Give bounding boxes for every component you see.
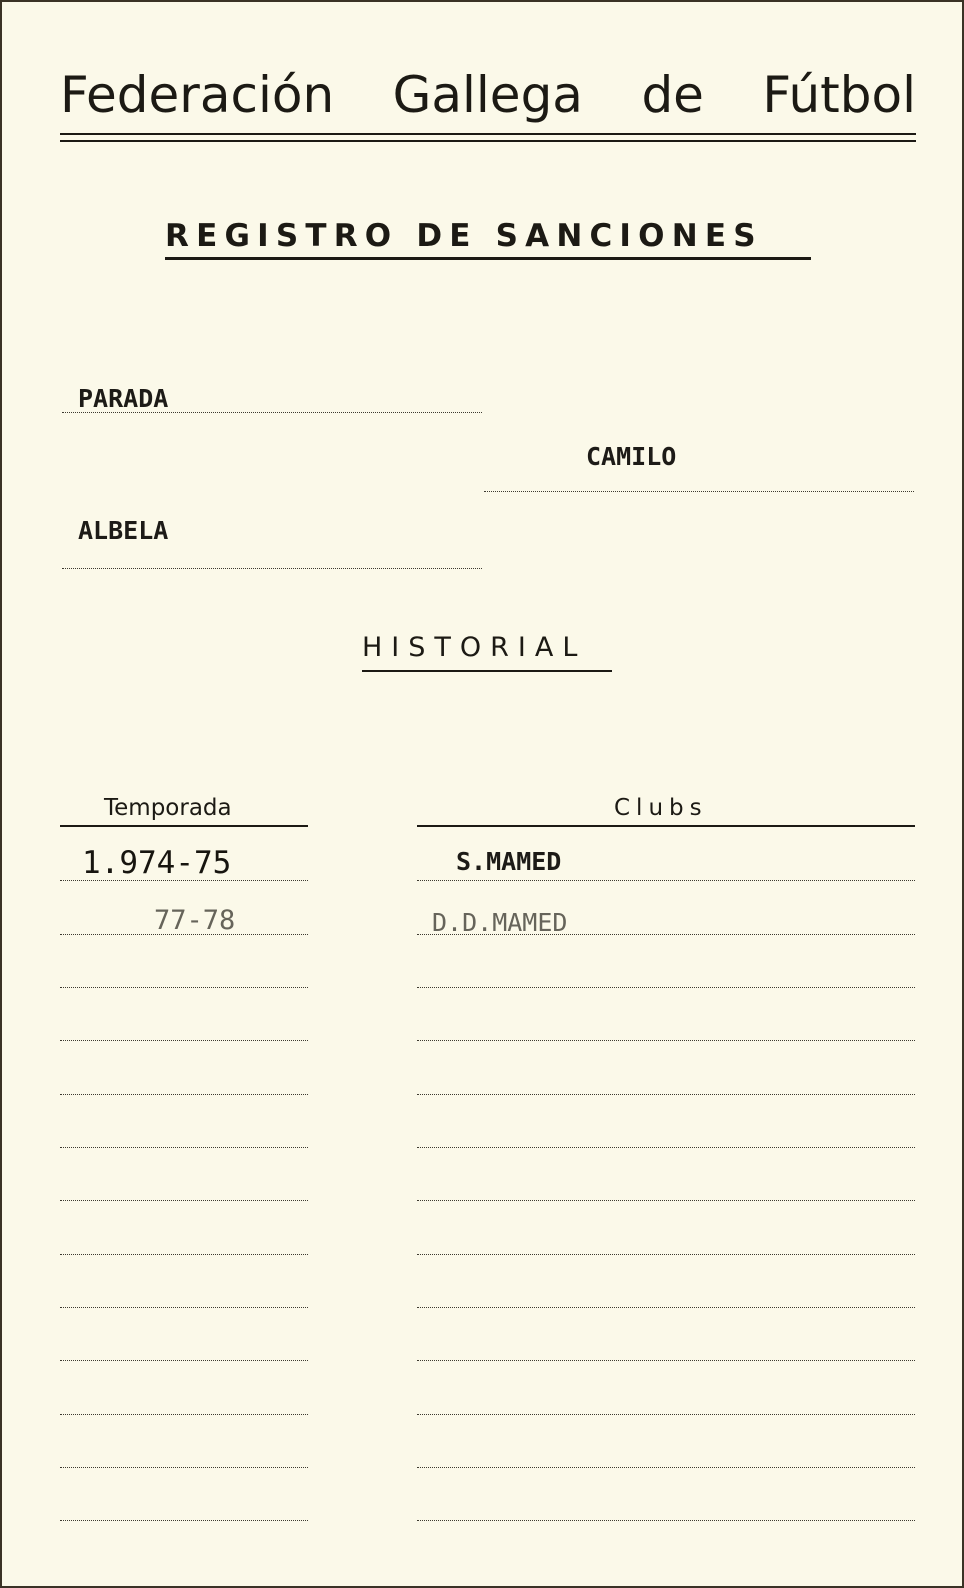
- club-line: [417, 1520, 915, 1521]
- season-line: [60, 987, 308, 988]
- club-line: [417, 1040, 915, 1041]
- club-line: [417, 1200, 915, 1201]
- club-line: [417, 1307, 915, 1308]
- title-word: Gallega: [392, 66, 583, 124]
- club-line: [417, 987, 915, 988]
- club-line: [417, 1360, 915, 1361]
- club-line: [417, 1254, 915, 1255]
- title-word: de: [641, 66, 704, 124]
- historial-heading: HISTORIAL: [362, 632, 587, 663]
- title-word: Fútbol: [762, 66, 916, 124]
- season-line: [60, 1360, 308, 1361]
- given-name-field-line: [484, 491, 914, 492]
- season-column-header: Temporada: [104, 795, 232, 821]
- season-line: [60, 1094, 308, 1095]
- club-line: [417, 934, 915, 935]
- surname1-value: PARADA: [78, 384, 169, 413]
- season-line: [60, 1200, 308, 1201]
- clubs-column-header: Clubs: [614, 795, 708, 821]
- table-row-season: 1.974-75: [82, 845, 232, 881]
- title-rule-top: [60, 133, 916, 135]
- season-line: [60, 1147, 308, 1148]
- season-line: [60, 1520, 308, 1521]
- season-line: [60, 1254, 308, 1255]
- given-name-value: CAMILO: [586, 442, 677, 471]
- club-line: [417, 1467, 915, 1468]
- season-line: [60, 1467, 308, 1468]
- surname2-value: ALBELA: [78, 516, 169, 545]
- season-line: [60, 1414, 308, 1415]
- subtitle-underline: [165, 257, 811, 260]
- table-row-club: S.MAMED: [456, 847, 562, 876]
- season-line: [60, 1040, 308, 1041]
- season-header-rule: [60, 825, 308, 827]
- registry-subtitle: REGISTRO DE SANCIONES: [165, 218, 763, 254]
- club-line: [417, 1414, 915, 1415]
- historial-underline: [362, 670, 612, 672]
- table-row-club: D.D.MAMED: [432, 908, 568, 937]
- surname1-field-line: [62, 412, 482, 413]
- club-line: [417, 1094, 915, 1095]
- table-row-season: 77-78: [154, 905, 236, 936]
- club-line: [417, 1147, 915, 1148]
- surname2-field-line: [62, 568, 482, 569]
- club-line: [417, 880, 915, 881]
- clubs-header-rule: [417, 825, 915, 827]
- title-word: Federación: [60, 66, 335, 124]
- season-line: [60, 934, 308, 935]
- title-rule-bottom: [60, 140, 916, 142]
- season-line: [60, 880, 308, 881]
- federation-title: [60, 60, 916, 130]
- season-line: [60, 1307, 308, 1308]
